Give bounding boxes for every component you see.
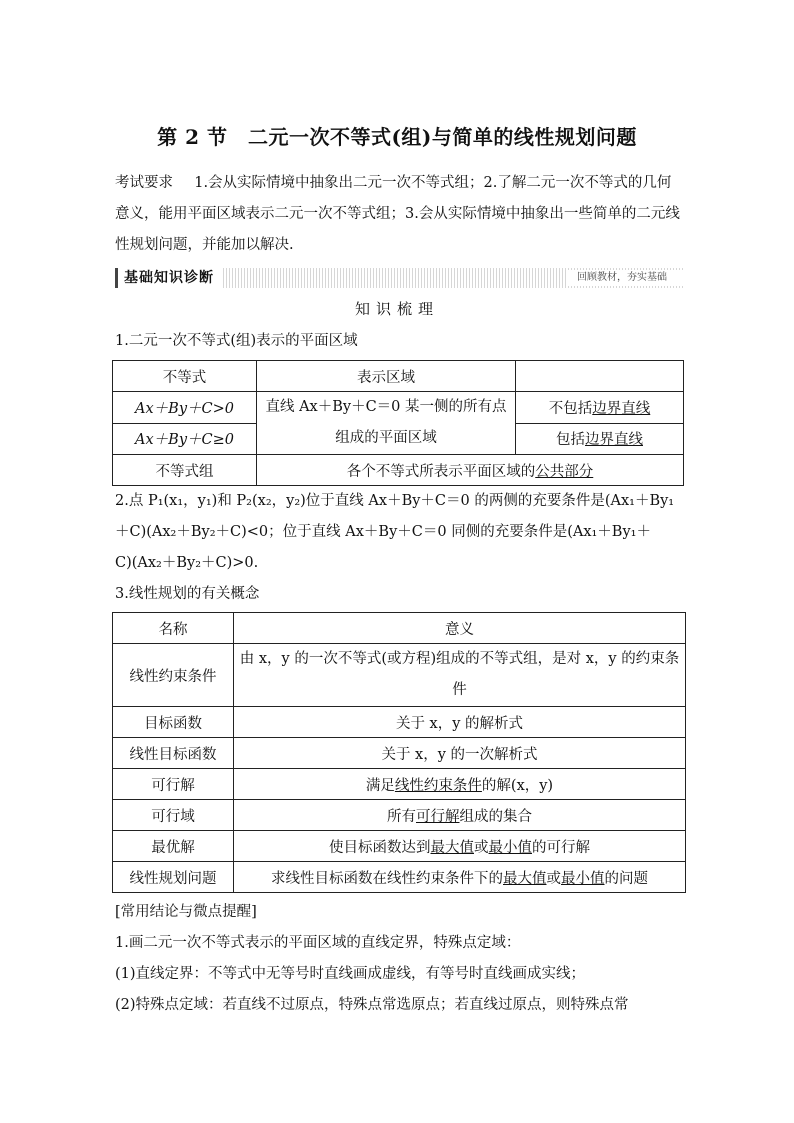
section1-heading: 1.二元一次不等式(组)表示的平面区域 bbox=[115, 333, 358, 349]
section2-line2: ＋C)(Ax₂＋By₂＋C)<0；位于直线 Ax＋By＋C＝0 同侧的充要条件是(Ax₁＋By₁＋ bbox=[115, 524, 651, 540]
section2-line3: C)(Ax₂＋By₂＋C)>0. bbox=[115, 555, 259, 571]
section2-line1: 2.点 P₁(x₁，y₁)和 P₂(x₂，y₂)位于直线 Ax＋By＋C＝0 的两侧的充要条件是(Ax₁＋By₁ bbox=[115, 493, 675, 509]
row-meaning: 由 x，y 的一次不等式(或方程)组成的不等式组，是对 x，y 的约束条件 bbox=[234, 644, 686, 707]
row-name: 目标函数 bbox=[113, 707, 234, 738]
boundary-excluded: 不包括边界直线 bbox=[516, 392, 684, 424]
row-meaning: 所有可行解组成的集合 bbox=[234, 800, 686, 831]
region-description: 直线 Ax＋By＋C＝0 某一侧的所有点组成的平面区域 bbox=[257, 392, 516, 455]
row-name: 可行域 bbox=[113, 800, 234, 831]
boundary-included: 包括边界直线 bbox=[516, 423, 684, 455]
row-meaning: 关于 x，y 的一次解析式 bbox=[234, 738, 686, 769]
inequality-strict: Ax＋By＋C>0 bbox=[113, 392, 257, 424]
notes-line1: 1.画二元一次不等式表示的平面区域的直线定界，特殊点定域： bbox=[115, 935, 521, 951]
region-table bbox=[112, 360, 684, 486]
inequality-system: 不等式组 bbox=[113, 455, 257, 486]
header-meaning: 意义 bbox=[234, 613, 686, 644]
inequality-nonstrict: Ax＋By＋C≥0 bbox=[113, 423, 257, 455]
header-name: 名称 bbox=[113, 613, 234, 644]
row-name: 最优解 bbox=[113, 831, 234, 862]
requirements-text: 1.会从实际情境中抽象出二元一次不等式组；2.了解二元一次不等式的几何意义，能用平面区域表示二元一次不等式组；3.会从实际情境中抽象出一些简单的二元线性规划问题，并能加以解决. bbox=[115, 175, 680, 253]
common-part: 各个不等式所表示平面区域的公共部分 bbox=[257, 455, 684, 486]
page-title: 第 2 节 二元一次不等式(组)与简单的线性规划问题 bbox=[157, 125, 637, 149]
concept-table bbox=[112, 612, 686, 893]
row-meaning: 关于 x，y 的解析式 bbox=[234, 707, 686, 738]
notes-line3: (2)特殊点定域：若直线不过原点，特殊点常选原点；若直线过原点，则特殊点常 bbox=[115, 997, 629, 1013]
row-name: 线性约束条件 bbox=[113, 644, 234, 707]
row-meaning: 求线性目标函数在线性约束条件下的最大值或最小值的问题 bbox=[234, 862, 686, 893]
requirements-label: 考试要求 bbox=[115, 175, 173, 191]
section3-heading: 3.线性规划的有关概念 bbox=[115, 586, 260, 602]
header-region: 表示区域 bbox=[257, 361, 516, 392]
exam-requirements bbox=[115, 168, 685, 261]
row-name: 线性目标函数 bbox=[113, 738, 234, 769]
banner-subtitle: 回顾教材，夯实基础 bbox=[567, 270, 685, 286]
notes-heading: [常用结论与微点提醒] bbox=[115, 904, 257, 920]
section-banner bbox=[115, 268, 685, 288]
row-meaning: 使目标函数达到最大值或最小值的可行解 bbox=[234, 831, 686, 862]
banner-title: 基础知识诊断 bbox=[115, 268, 222, 288]
row-name: 可行解 bbox=[113, 769, 234, 800]
knowledge-heading: 知识梳理 bbox=[354, 300, 439, 318]
row-name: 线性规划问题 bbox=[113, 862, 234, 893]
header-inequality: 不等式 bbox=[113, 361, 257, 392]
row-meaning: 满足线性约束条件的解(x，y) bbox=[234, 769, 686, 800]
notes-line2: (1)直线定界：不等式中无等号时直线画成虚线，有等号时直线画成实线； bbox=[115, 966, 586, 982]
header-empty bbox=[516, 361, 684, 392]
